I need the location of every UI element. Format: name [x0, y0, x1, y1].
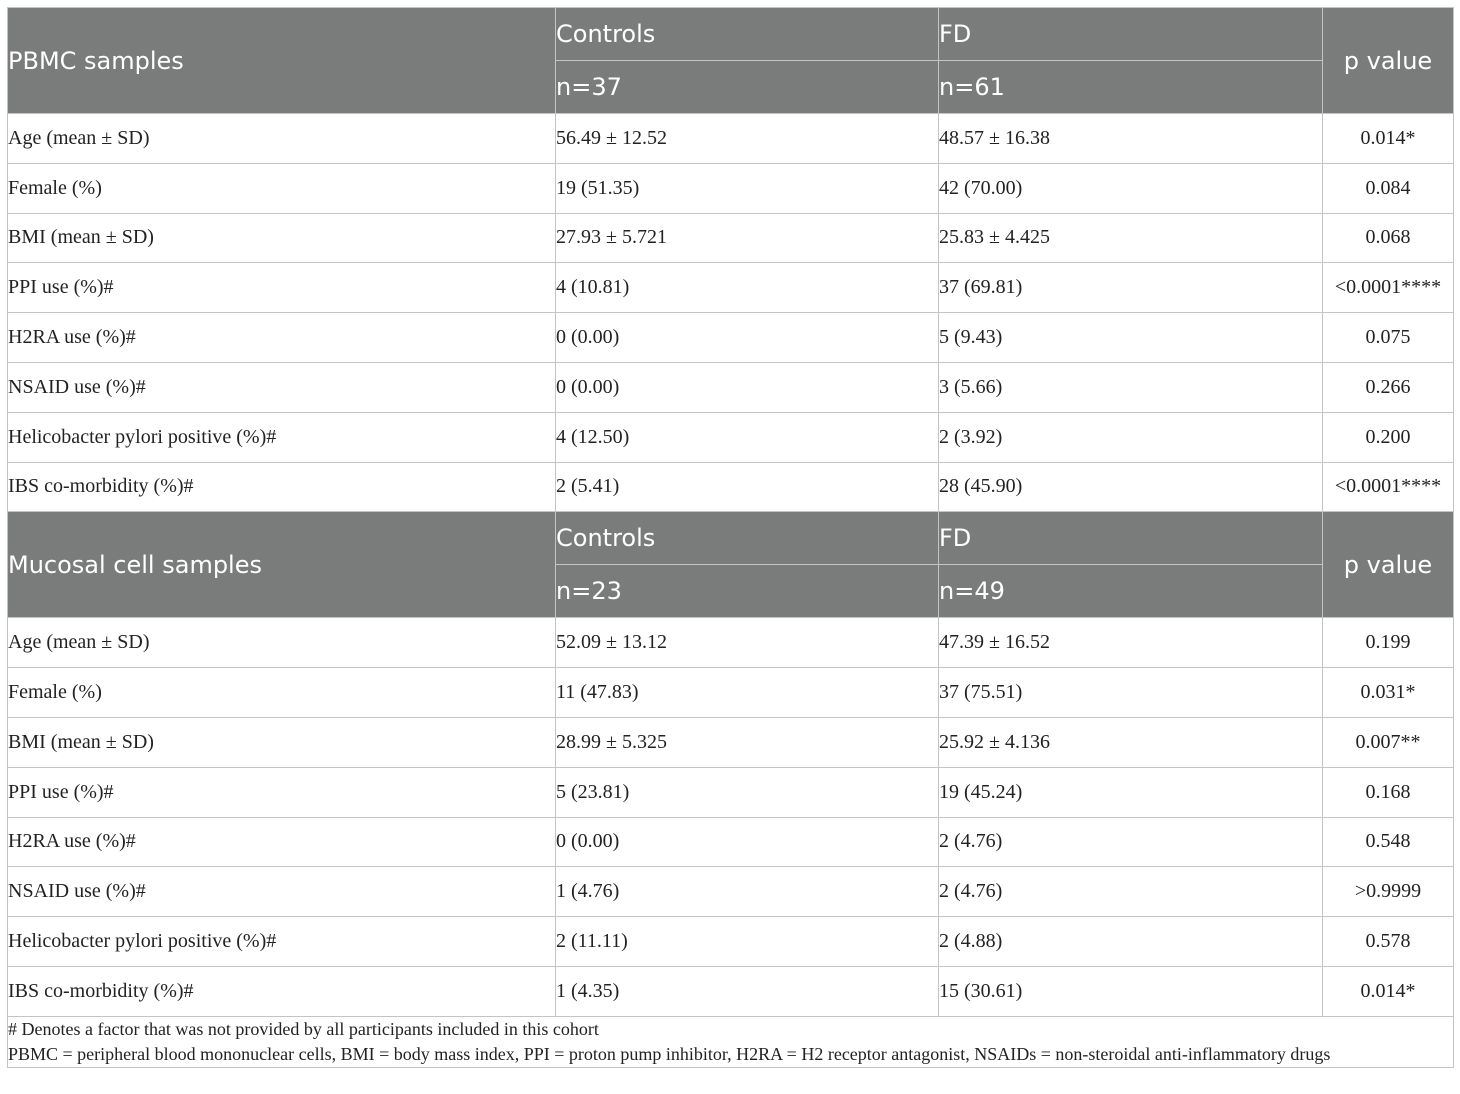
p-value: 0.266: [1323, 362, 1454, 412]
fd-value: 42 (70.00): [939, 163, 1323, 213]
fd-value: 19 (45.24): [939, 767, 1323, 817]
p-value: <0.0001****: [1323, 462, 1454, 512]
controls-value: 2 (11.11): [556, 917, 939, 967]
row-label: H2RA use (%)#: [8, 313, 556, 363]
controls-count: n=37: [556, 61, 939, 114]
row-label: H2RA use (%)#: [8, 817, 556, 867]
section-title: PBMC samples: [8, 8, 556, 114]
p-value: <0.0001****: [1323, 263, 1454, 313]
fd-value: 48.57 ± 16.38: [939, 114, 1323, 164]
controls-value: 19 (51.35): [556, 163, 939, 213]
table-row: [8, 717, 1454, 767]
p-value: 0.168: [1323, 767, 1454, 817]
p-value: 0.031*: [1323, 668, 1454, 718]
row-label: Age (mean ± SD): [8, 114, 556, 164]
fd-value: 2 (4.76): [939, 867, 1323, 917]
footnote-cell: [8, 1016, 1454, 1067]
row-label: PPI use (%)#: [8, 767, 556, 817]
table-row: [8, 618, 1454, 668]
p-value: 0.199: [1323, 618, 1454, 668]
row-label: NSAID use (%)#: [8, 867, 556, 917]
footnote-row: [8, 1016, 1454, 1067]
p-value: 0.548: [1323, 817, 1454, 867]
table-row: [8, 163, 1454, 213]
table-row: [8, 213, 1454, 263]
fd-value: 25.83 ± 4.425: [939, 213, 1323, 263]
row-label: BMI (mean ± SD): [8, 213, 556, 263]
p-value: 0.200: [1323, 412, 1454, 462]
controls-value: 0 (0.00): [556, 817, 939, 867]
p-value: 0.084: [1323, 163, 1454, 213]
fd-value: 25.92 ± 4.136: [939, 717, 1323, 767]
section-header-row: [8, 8, 1454, 61]
section-header-row: [8, 512, 1454, 565]
controls-value: 5 (23.81): [556, 767, 939, 817]
controls-column-header: Controls: [556, 8, 939, 61]
controls-value: 0 (0.00): [556, 362, 939, 412]
fd-value: 37 (69.81): [939, 263, 1323, 313]
controls-value: 56.49 ± 12.52: [556, 114, 939, 164]
fd-value: 15 (30.61): [939, 966, 1323, 1016]
p-value-column-header: p value: [1323, 8, 1454, 114]
controls-value: 28.99 ± 5.325: [556, 717, 939, 767]
p-value: >0.9999: [1323, 867, 1454, 917]
controls-column-header: Controls: [556, 512, 939, 565]
footnote-line: PBMC = peripheral blood mononuclear cells, BMI = body mass index, PPI = proton pump inhibitor, H2RA = H2 receptor antagonist, NSAIDs = non-steroidal anti-inflammatory drugs: [8, 1043, 1331, 1064]
fd-value: 37 (75.51): [939, 668, 1323, 718]
table-row: [8, 867, 1454, 917]
controls-value: 1 (4.76): [556, 867, 939, 917]
row-label: Female (%): [8, 163, 556, 213]
row-label: IBS co-morbidity (%)#: [8, 462, 556, 512]
controls-value: 52.09 ± 13.12: [556, 618, 939, 668]
section-title: Mucosal cell samples: [8, 512, 556, 618]
fd-value: 3 (5.66): [939, 362, 1323, 412]
fd-column-header: FD: [939, 8, 1323, 61]
p-value: 0.068: [1323, 213, 1454, 263]
table-row: [8, 966, 1454, 1016]
row-label: PPI use (%)#: [8, 263, 556, 313]
table-row: [8, 362, 1454, 412]
controls-value: 4 (12.50): [556, 412, 939, 462]
table-row: [8, 412, 1454, 462]
footnote-line: # Denotes a factor that was not provided by all participants included in this cohort: [8, 1018, 599, 1039]
row-label: Helicobacter pylori positive (%)#: [8, 917, 556, 967]
fd-value: 2 (3.92): [939, 412, 1323, 462]
table-row: [8, 917, 1454, 967]
controls-value: 1 (4.35): [556, 966, 939, 1016]
table-row: [8, 462, 1454, 512]
fd-column-header: FD: [939, 512, 1323, 565]
controls-value: 11 (47.83): [556, 668, 939, 718]
controls-value: 2 (5.41): [556, 462, 939, 512]
p-value: 0.014*: [1323, 114, 1454, 164]
table-row: [8, 114, 1454, 164]
fd-value: 2 (4.88): [939, 917, 1323, 967]
p-value: 0.578: [1323, 917, 1454, 967]
fd-value: 2 (4.76): [939, 817, 1323, 867]
table-row: [8, 313, 1454, 363]
controls-value: 0 (0.00): [556, 313, 939, 363]
row-label: Age (mean ± SD): [8, 618, 556, 668]
row-label: Helicobacter pylori positive (%)#: [8, 412, 556, 462]
cohort-characteristics-table: [7, 7, 1454, 1068]
fd-count: n=49: [939, 565, 1323, 618]
fd-count: n=61: [939, 61, 1323, 114]
p-value-column-header: p value: [1323, 512, 1454, 618]
table-row: [8, 668, 1454, 718]
p-value: 0.007**: [1323, 717, 1454, 767]
controls-count: n=23: [556, 565, 939, 618]
fd-value: 5 (9.43): [939, 313, 1323, 363]
row-label: NSAID use (%)#: [8, 362, 556, 412]
fd-value: 47.39 ± 16.52: [939, 618, 1323, 668]
p-value: 0.075: [1323, 313, 1454, 363]
row-label: IBS co-morbidity (%)#: [8, 966, 556, 1016]
row-label: Female (%): [8, 668, 556, 718]
table-row: [8, 817, 1454, 867]
controls-value: 27.93 ± 5.721: [556, 213, 939, 263]
table-body: [8, 8, 1454, 1068]
fd-value: 28 (45.90): [939, 462, 1323, 512]
p-value: 0.014*: [1323, 966, 1454, 1016]
table-row: [8, 263, 1454, 313]
controls-value: 4 (10.81): [556, 263, 939, 313]
row-label: BMI (mean ± SD): [8, 717, 556, 767]
table-row: [8, 767, 1454, 817]
